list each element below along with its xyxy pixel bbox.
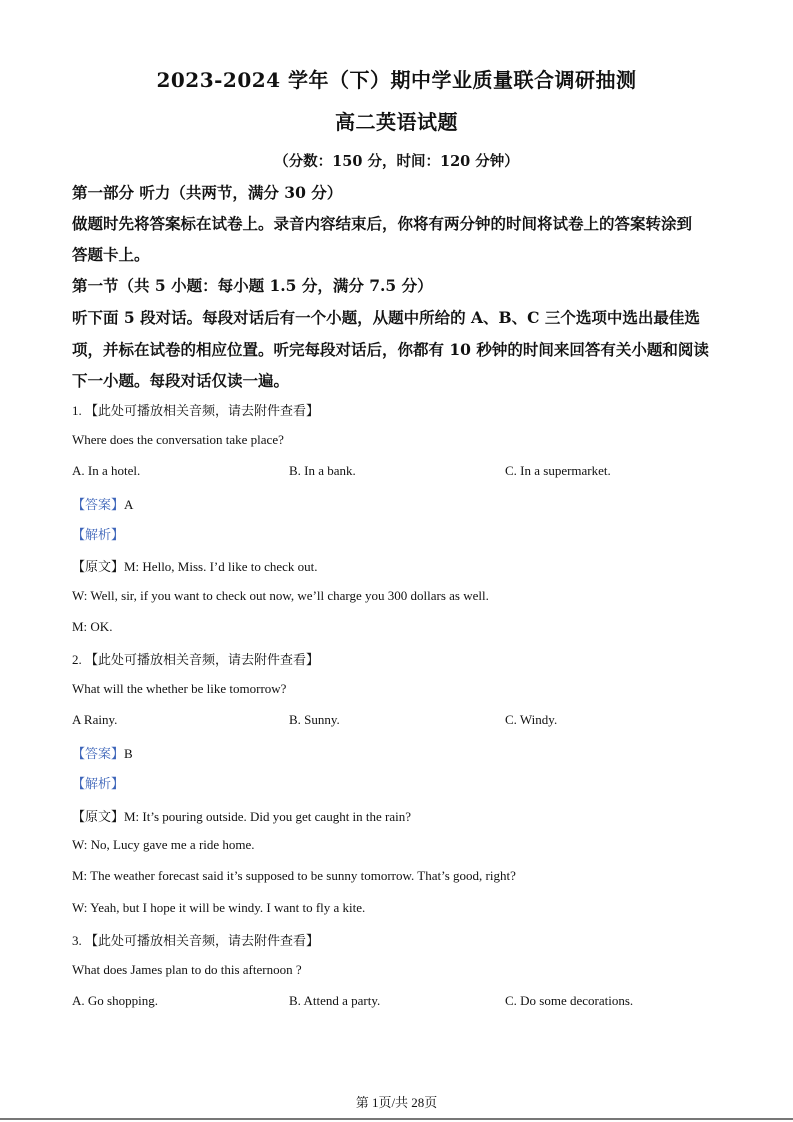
directions-line-2: 项，并标在试卷的相应位置。听完每段对话后，你都有 10 秒钟的时间来回答有关小题和阅读 [72,340,709,359]
instruction-line-1: 做题时先将答案标在试卷上。录音内容结束后，你将有两分钟的时间将试卷上的答案转涂到 [72,214,693,233]
page-title: 2023-2024 学年（下）期中学业质量联合调研抽测 [156,68,637,92]
question-1-transcript-line: W: Well, sir, if you want to check out now, we’ll charge you 300 dollars as well. [72,588,489,603]
answer-tag: 【答案】 [72,746,125,761]
question-1-option-c: C. In a supermarket. [505,463,611,478]
question-3-option-c: C. Do some decorations. [505,993,634,1008]
question-2-option-a: A Rainy. [72,712,118,727]
question-3-text: What does James plan to do this afternoon ? [72,962,302,977]
page-subtitle: 高二英语试题 [335,110,458,134]
instruction-line-2: 答题卡上。 [72,245,150,264]
question-1-option-a: A. In a hotel. [72,463,141,478]
question-2-option-c: C. Windy. [505,712,558,727]
question-2-transcript-line: 【原文】M: It’s pouring outside. Did you get caught in the rain? [72,809,412,824]
question-1-answer [72,494,133,513]
answer-value: A [124,497,134,512]
bottom-divider [0,1118,793,1120]
question-1-option-b: B. In a bank. [289,463,356,478]
question-2-transcript-line: W: No, Lucy gave me a ride home. [72,837,255,852]
question-2-option-b: B. Sunny. [289,712,340,727]
question-3-option-b: B. Attend a party. [289,993,381,1008]
question-1-transcript-line: M: OK. [72,619,113,634]
question-1-transcript-line: 【原文】M: Hello, Miss. I’d like to check out. [72,559,318,574]
part-heading: 第一部分 听力（共两节，满分 30 分） [72,183,343,202]
question-2-analysis-tag: 【解析】 [72,776,125,791]
question-3-option-a: A. Go shopping. [72,993,158,1008]
page-number: 第 1页/共 28页 [355,1095,438,1110]
score-time-line: （分数：150 分，时间：120 分钟） [274,153,519,170]
question-2-answer [72,743,133,762]
question-1-text: Where does the conversation take place? [72,432,284,447]
directions-line-1: 听下面 5 段对话。每段对话后有一个小题，从题中所给的 A、B、C 三个选项中选出最佳选 [72,308,700,327]
question-2-text: What will the whether be like tomorrow? [72,681,287,696]
question-2-transcript-line: W: Yeah, but I hope it will be windy. I want to fly a kite. [72,900,366,915]
answer-value: B [124,746,133,761]
question-2-transcript-line: M: The weather forecast said it’s supposed to be sunny tomorrow. That’s good, right? [72,868,516,883]
question-2-audio-header[interactable]: 2. 【此处可播放相关音频，请去附件查看】 [72,652,320,667]
answer-tag: 【答案】 [72,497,125,512]
section-heading: 第一节（共 5 小题：每小题 1.5 分，满分 7.5 分） [72,276,433,295]
question-1-audio-header[interactable]: 1. 【此处可播放相关音频，请去附件查看】 [72,403,320,418]
directions-line-3: 下一小题。每段对话仅读一遍。 [72,371,290,390]
question-3-audio-header[interactable]: 3. 【此处可播放相关音频，请去附件查看】 [72,933,320,948]
question-1-analysis-tag: 【解析】 [72,527,125,542]
